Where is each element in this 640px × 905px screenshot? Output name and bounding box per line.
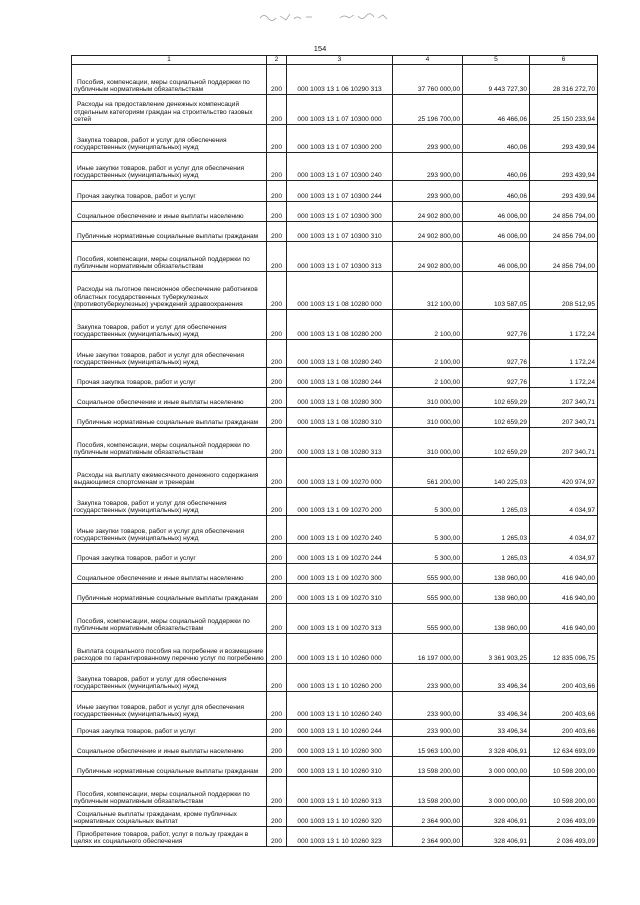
budget-classification-code-cell: 000 1003 13 1 09 10270 313 bbox=[287, 604, 393, 634]
expense-name-cell: Публичные нормативные социальные выплаты гражданам bbox=[72, 757, 267, 777]
table-row bbox=[72, 408, 598, 428]
unexecuted-amount-cell: 207 340,71 bbox=[530, 408, 598, 428]
executed-amount-cell: 3 328 406,91 bbox=[463, 737, 530, 757]
expense-name-cell: Закупка товаров, работ и услуг для обеспечения государственных (муниципальных) нужд bbox=[72, 488, 267, 516]
line-code-cell: 200 bbox=[267, 757, 287, 777]
expense-name-cell: Социальное обеспечение и иные выплаты населению bbox=[72, 388, 267, 408]
unexecuted-amount-cell: 28 316 272,70 bbox=[530, 65, 598, 95]
unexecuted-amount-cell: 1 172,24 bbox=[530, 340, 598, 368]
budget-classification-code-cell: 000 1003 13 1 10 10260 000 bbox=[287, 634, 393, 664]
approved-amount-cell: 555 900,00 bbox=[393, 604, 463, 634]
unexecuted-amount-cell: 4 034,97 bbox=[530, 544, 598, 564]
table-row bbox=[72, 777, 598, 807]
expense-name-cell: Пособия, компенсации, меры социальной поддержки по публичным нормативным обязательствам bbox=[72, 777, 267, 807]
column-number-header-row bbox=[72, 56, 598, 65]
table-row bbox=[72, 388, 598, 408]
table-row bbox=[72, 181, 598, 202]
line-code-cell: 200 bbox=[267, 272, 287, 310]
expense-name-cell: Социальное обеспечение и иные выплаты населению bbox=[72, 737, 267, 757]
line-code-cell: 200 bbox=[267, 634, 287, 664]
approved-amount-cell: 16 197 000,00 bbox=[393, 634, 463, 664]
approved-amount-cell: 25 196 700,00 bbox=[393, 95, 463, 125]
approved-amount-cell: 13 598 200,00 bbox=[393, 757, 463, 777]
executed-amount-cell: 33 496,34 bbox=[463, 692, 530, 720]
executed-amount-cell: 103 587,05 bbox=[463, 272, 530, 310]
budget-classification-code-cell: 000 1003 13 1 10 10260 310 bbox=[287, 757, 393, 777]
budget-classification-code-cell: 000 1003 13 1 07 10300 200 bbox=[287, 125, 393, 153]
table-row bbox=[72, 827, 598, 847]
table-row bbox=[72, 604, 598, 634]
approved-amount-cell: 5 300,00 bbox=[393, 544, 463, 564]
budget-classification-code-cell: 000 1003 13 1 07 10300 240 bbox=[287, 153, 393, 181]
expense-name-cell: Социальное обеспечение и иные выплаты населению bbox=[72, 564, 267, 584]
budget-classification-code-cell: 000 1003 13 1 09 10270 240 bbox=[287, 516, 393, 544]
line-code-cell: 200 bbox=[267, 692, 287, 720]
executed-amount-cell: 328 406,91 bbox=[463, 807, 530, 827]
unexecuted-amount-cell: 25 150 233,94 bbox=[530, 95, 598, 125]
unexecuted-amount-cell: 12 634 693,09 bbox=[530, 737, 598, 757]
table-row bbox=[72, 564, 598, 584]
unexecuted-amount-cell: 24 856 794,00 bbox=[530, 222, 598, 242]
unexecuted-amount-cell: 416 940,00 bbox=[530, 584, 598, 604]
executed-amount-cell: 102 659,29 bbox=[463, 408, 530, 428]
budget-classification-code-cell: 000 1003 13 1 09 10270 300 bbox=[287, 564, 393, 584]
expense-name-cell: Пособия, компенсации, меры социальной поддержки по публичным нормативным обязательствам bbox=[72, 428, 267, 458]
line-code-cell: 200 bbox=[267, 408, 287, 428]
table-row bbox=[72, 310, 598, 340]
unexecuted-amount-cell: 207 340,71 bbox=[530, 428, 598, 458]
budget-classification-code-cell: 000 1003 13 1 10 10260 323 bbox=[287, 827, 393, 847]
approved-amount-cell: 2 100,00 bbox=[393, 310, 463, 340]
unexecuted-amount-cell: 208 512,95 bbox=[530, 272, 598, 310]
column-header-4: 4 bbox=[393, 56, 463, 65]
approved-amount-cell: 310 000,00 bbox=[393, 388, 463, 408]
executed-amount-cell: 328 406,91 bbox=[463, 827, 530, 847]
executed-amount-cell: 33 496,34 bbox=[463, 720, 530, 737]
budget-classification-code-cell: 000 1003 13 1 09 10270 200 bbox=[287, 488, 393, 516]
executed-amount-cell: 1 265,03 bbox=[463, 488, 530, 516]
approved-amount-cell: 233 900,00 bbox=[393, 720, 463, 737]
budget-classification-code-cell: 000 1003 13 1 10 10260 200 bbox=[287, 664, 393, 692]
expense-name-cell: Расходы на выплату ежемесячного денежного содержания выдающимся спортсменам и тренерам bbox=[72, 458, 267, 488]
line-code-cell: 200 bbox=[267, 827, 287, 847]
line-code-cell: 200 bbox=[267, 720, 287, 737]
unexecuted-amount-cell: 293 439,94 bbox=[530, 153, 598, 181]
line-code-cell: 200 bbox=[267, 222, 287, 242]
expense-name-cell: Пособия, компенсации, меры социальной поддержки по публичным нормативным обязательствам bbox=[72, 65, 267, 95]
table-row bbox=[72, 95, 598, 125]
executed-amount-cell: 460,06 bbox=[463, 153, 530, 181]
approved-amount-cell: 2 364 900,00 bbox=[393, 827, 463, 847]
approved-amount-cell: 312 100,00 bbox=[393, 272, 463, 310]
budget-classification-code-cell: 000 1003 13 1 08 10280 310 bbox=[287, 408, 393, 428]
approved-amount-cell: 555 900,00 bbox=[393, 564, 463, 584]
line-code-cell: 200 bbox=[267, 544, 287, 564]
unexecuted-amount-cell: 4 034,97 bbox=[530, 488, 598, 516]
column-header-2: 2 bbox=[267, 56, 287, 65]
table-row bbox=[72, 737, 598, 757]
line-code-cell: 200 bbox=[267, 340, 287, 368]
line-code-cell: 200 bbox=[267, 153, 287, 181]
unexecuted-amount-cell: 200 403,66 bbox=[530, 664, 598, 692]
column-header-6: 6 bbox=[530, 56, 598, 65]
table-row bbox=[72, 692, 598, 720]
table-row bbox=[72, 488, 598, 516]
approved-amount-cell: 555 900,00 bbox=[393, 584, 463, 604]
budget-classification-code-cell: 000 1003 13 1 10 10260 300 bbox=[287, 737, 393, 757]
executed-amount-cell: 46 466,06 bbox=[463, 95, 530, 125]
unexecuted-amount-cell: 420 974,97 bbox=[530, 458, 598, 488]
budget-classification-code-cell: 000 1003 13 1 08 10280 200 bbox=[287, 310, 393, 340]
budget-execution-table bbox=[71, 55, 598, 847]
executed-amount-cell: 3 000 000,00 bbox=[463, 757, 530, 777]
approved-amount-cell: 37 760 000,00 bbox=[393, 65, 463, 95]
budget-classification-code-cell: 000 1003 13 1 08 10280 313 bbox=[287, 428, 393, 458]
budget-classification-code-cell: 000 1003 13 1 06 10290 313 bbox=[287, 65, 393, 95]
line-code-cell: 200 bbox=[267, 584, 287, 604]
approved-amount-cell: 24 902 800,00 bbox=[393, 222, 463, 242]
executed-amount-cell: 927,76 bbox=[463, 368, 530, 388]
expense-name-cell: Иные закупки товаров, работ и услуг для обеспечения государственных (муниципальных) нужд bbox=[72, 692, 267, 720]
budget-classification-code-cell: 000 1003 13 1 07 10300 313 bbox=[287, 242, 393, 272]
line-code-cell: 200 bbox=[267, 458, 287, 488]
expense-name-cell: Иные закупки товаров, работ и услуг для обеспечения государственных (муниципальных) нужд bbox=[72, 340, 267, 368]
unexecuted-amount-cell: 2 036 493,09 bbox=[530, 807, 598, 827]
approved-amount-cell: 310 000,00 bbox=[393, 428, 463, 458]
approved-amount-cell: 15 963 100,00 bbox=[393, 737, 463, 757]
budget-classification-code-cell: 000 1003 13 1 07 10300 244 bbox=[287, 181, 393, 202]
expense-name-cell: Публичные нормативные социальные выплаты гражданам bbox=[72, 584, 267, 604]
approved-amount-cell: 2 364 900,00 bbox=[393, 807, 463, 827]
approved-amount-cell: 293 900,00 bbox=[393, 125, 463, 153]
table-row bbox=[72, 807, 598, 827]
expense-name-cell: Прочая закупка товаров, работ и услуг bbox=[72, 544, 267, 564]
line-code-cell: 200 bbox=[267, 242, 287, 272]
executed-amount-cell: 140 225,03 bbox=[463, 458, 530, 488]
approved-amount-cell: 2 100,00 bbox=[393, 340, 463, 368]
expense-name-cell: Закупка товаров, работ и услуг для обеспечения государственных (муниципальных) нужд bbox=[72, 125, 267, 153]
approved-amount-cell: 13 598 200,00 bbox=[393, 777, 463, 807]
line-code-cell: 200 bbox=[267, 737, 287, 757]
budget-classification-code-cell: 000 1003 13 1 07 10300 300 bbox=[287, 202, 393, 222]
executed-amount-cell: 460,06 bbox=[463, 181, 530, 202]
column-header-1: 1 bbox=[72, 56, 267, 65]
unexecuted-amount-cell: 1 172,24 bbox=[530, 310, 598, 340]
unexecuted-amount-cell: 1 172,24 bbox=[530, 368, 598, 388]
executed-amount-cell: 927,76 bbox=[463, 340, 530, 368]
expense-name-cell: Пособия, компенсации, меры социальной поддержки по публичным нормативным обязательствам bbox=[72, 604, 267, 634]
table-row bbox=[72, 65, 598, 95]
unexecuted-amount-cell: 12 835 096,75 bbox=[530, 634, 598, 664]
page-number: 154 bbox=[313, 44, 327, 53]
unexecuted-amount-cell: 293 439,94 bbox=[530, 181, 598, 202]
budget-classification-code-cell: 000 1003 13 1 08 10280 240 bbox=[287, 340, 393, 368]
expense-name-cell: Публичные нормативные социальные выплаты гражданам bbox=[72, 222, 267, 242]
unexecuted-amount-cell: 200 403,66 bbox=[530, 720, 598, 737]
expense-name-cell: Расходы на предоставление денежных компенсаций отдельным категориям граждан на строительство газовых сетей bbox=[72, 95, 267, 125]
table-row bbox=[72, 664, 598, 692]
approved-amount-cell: 24 902 800,00 bbox=[393, 202, 463, 222]
table-row bbox=[72, 584, 598, 604]
unexecuted-amount-cell: 24 856 794,00 bbox=[530, 242, 598, 272]
budget-classification-code-cell: 000 1003 13 1 09 10270 000 bbox=[287, 458, 393, 488]
line-code-cell: 200 bbox=[267, 388, 287, 408]
budget-classification-code-cell: 000 1003 13 1 09 10270 244 bbox=[287, 544, 393, 564]
table-row bbox=[72, 202, 598, 222]
expense-name-cell: Социальное обеспечение и иные выплаты населению bbox=[72, 202, 267, 222]
executed-amount-cell: 927,76 bbox=[463, 310, 530, 340]
line-code-cell: 200 bbox=[267, 777, 287, 807]
executed-amount-cell: 46 006,00 bbox=[463, 242, 530, 272]
expense-name-cell: Приобретение товаров, работ, услуг в пользу граждан в целях их социального обеспечения bbox=[72, 827, 267, 847]
table-row bbox=[72, 516, 598, 544]
table-body bbox=[72, 65, 598, 847]
line-code-cell: 200 bbox=[267, 428, 287, 458]
expense-name-cell: Публичные нормативные социальные выплаты гражданам bbox=[72, 408, 267, 428]
line-code-cell: 200 bbox=[267, 516, 287, 544]
table-row bbox=[72, 544, 598, 564]
executed-amount-cell: 138 960,00 bbox=[463, 604, 530, 634]
line-code-cell: 200 bbox=[267, 95, 287, 125]
budget-classification-code-cell: 000 1003 13 1 08 10280 244 bbox=[287, 368, 393, 388]
line-code-cell: 200 bbox=[267, 125, 287, 153]
executed-amount-cell: 1 265,03 bbox=[463, 544, 530, 564]
budget-classification-code-cell: 000 1003 13 1 08 10280 300 bbox=[287, 388, 393, 408]
budget-classification-code-cell: 000 1003 13 1 10 10260 244 bbox=[287, 720, 393, 737]
unexecuted-amount-cell: 200 403,66 bbox=[530, 692, 598, 720]
line-code-cell: 200 bbox=[267, 310, 287, 340]
approved-amount-cell: 233 900,00 bbox=[393, 664, 463, 692]
table-row bbox=[72, 757, 598, 777]
unexecuted-amount-cell: 10 598 200,00 bbox=[530, 757, 598, 777]
table-row bbox=[72, 222, 598, 242]
approved-amount-cell: 2 100,00 bbox=[393, 368, 463, 388]
executed-amount-cell: 138 960,00 bbox=[463, 584, 530, 604]
executed-amount-cell: 46 006,00 bbox=[463, 222, 530, 242]
approved-amount-cell: 5 300,00 bbox=[393, 488, 463, 516]
executed-amount-cell: 9 443 727,30 bbox=[463, 65, 530, 95]
table-row bbox=[72, 458, 598, 488]
budget-classification-code-cell: 000 1003 13 1 08 10280 000 bbox=[287, 272, 393, 310]
line-code-cell: 200 bbox=[267, 807, 287, 827]
approved-amount-cell: 24 902 800,00 bbox=[393, 242, 463, 272]
column-header-5: 5 bbox=[463, 56, 530, 65]
unexecuted-amount-cell: 4 034,97 bbox=[530, 516, 598, 544]
line-code-cell: 200 bbox=[267, 488, 287, 516]
approved-amount-cell: 233 900,00 bbox=[393, 692, 463, 720]
expense-name-cell: Социальные выплаты гражданам, кроме публичных нормативных социальных выплат bbox=[72, 807, 267, 827]
line-code-cell: 200 bbox=[267, 604, 287, 634]
executed-amount-cell: 102 659,29 bbox=[463, 388, 530, 408]
approved-amount-cell: 293 900,00 bbox=[393, 181, 463, 202]
budget-classification-code-cell: 000 1003 13 1 09 10270 310 bbox=[287, 584, 393, 604]
expense-name-cell: Прочая закупка товаров, работ и услуг bbox=[72, 368, 267, 388]
expense-name-cell: Закупка товаров, работ и услуг для обеспечения государственных (муниципальных) нужд bbox=[72, 664, 267, 692]
expense-name-cell: Пособия, компенсации, меры социальной поддержки по публичным нормативным обязательствам bbox=[72, 242, 267, 272]
table-row bbox=[72, 125, 598, 153]
unexecuted-amount-cell: 207 340,71 bbox=[530, 388, 598, 408]
budget-classification-code-cell: 000 1003 13 1 10 10260 240 bbox=[287, 692, 393, 720]
table-row bbox=[72, 153, 598, 181]
table-row bbox=[72, 340, 598, 368]
line-code-cell: 200 bbox=[267, 65, 287, 95]
expense-name-cell: Расходы на льготное пенсионное обеспечение работников областных государственных туберкулезных (противотуберкулезных) учреждений здравоохранения bbox=[72, 272, 267, 310]
executed-amount-cell: 33 496,34 bbox=[463, 664, 530, 692]
expense-name-cell: Иные закупки товаров, работ и услуг для обеспечения государственных (муниципальных) нужд bbox=[72, 516, 267, 544]
budget-classification-code-cell: 000 1003 13 1 10 10260 320 bbox=[287, 807, 393, 827]
table-row bbox=[72, 368, 598, 388]
budget-classification-code-cell: 000 1003 13 1 07 10300 000 bbox=[287, 95, 393, 125]
column-header-3: 3 bbox=[287, 56, 393, 65]
unexecuted-amount-cell: 293 439,94 bbox=[530, 125, 598, 153]
table-row bbox=[72, 272, 598, 310]
table-row bbox=[72, 720, 598, 737]
executed-amount-cell: 3 361 903,25 bbox=[463, 634, 530, 664]
approved-amount-cell: 5 300,00 bbox=[393, 516, 463, 544]
table-row bbox=[72, 242, 598, 272]
approved-amount-cell: 293 900,00 bbox=[393, 153, 463, 181]
executed-amount-cell: 460,06 bbox=[463, 125, 530, 153]
executed-amount-cell: 46 006,00 bbox=[463, 202, 530, 222]
unexecuted-amount-cell: 24 856 794,00 bbox=[530, 202, 598, 222]
line-code-cell: 200 bbox=[267, 664, 287, 692]
unexecuted-amount-cell: 10 598 200,00 bbox=[530, 777, 598, 807]
expense-name-cell: Прочая закупка товаров, работ и услуг bbox=[72, 720, 267, 737]
expense-name-cell: Прочая закупка товаров, работ и услуг bbox=[72, 181, 267, 202]
executed-amount-cell: 138 960,00 bbox=[463, 564, 530, 584]
budget-classification-code-cell: 000 1003 13 1 07 10300 310 bbox=[287, 222, 393, 242]
expense-name-cell: Иные закупки товаров, работ и услуг для обеспечения государственных (муниципальных) нужд bbox=[72, 153, 267, 181]
line-code-cell: 200 bbox=[267, 181, 287, 202]
unexecuted-amount-cell: 2 036 493,09 bbox=[530, 827, 598, 847]
approved-amount-cell: 310 000,00 bbox=[393, 408, 463, 428]
executed-amount-cell: 1 265,03 bbox=[463, 516, 530, 544]
table-row bbox=[72, 634, 598, 664]
executed-amount-cell: 3 000 000,00 bbox=[463, 777, 530, 807]
unexecuted-amount-cell: 416 940,00 bbox=[530, 604, 598, 634]
line-code-cell: 200 bbox=[267, 564, 287, 584]
expense-name-cell: Выплата социального пособия на погребение и возмещение расходов по гарантированному перечню услуг по погребению bbox=[72, 634, 267, 664]
expense-name-cell: Закупка товаров, работ и услуг для обеспечения государственных (муниципальных) нужд bbox=[72, 310, 267, 340]
unexecuted-amount-cell: 416 940,00 bbox=[530, 564, 598, 584]
approved-amount-cell: 561 200,00 bbox=[393, 458, 463, 488]
scan-stamp-mark bbox=[258, 10, 398, 24]
line-code-cell: 200 bbox=[267, 202, 287, 222]
budget-classification-code-cell: 000 1003 13 1 10 10260 313 bbox=[287, 777, 393, 807]
table-row bbox=[72, 428, 598, 458]
executed-amount-cell: 102 659,29 bbox=[463, 428, 530, 458]
line-code-cell: 200 bbox=[267, 368, 287, 388]
